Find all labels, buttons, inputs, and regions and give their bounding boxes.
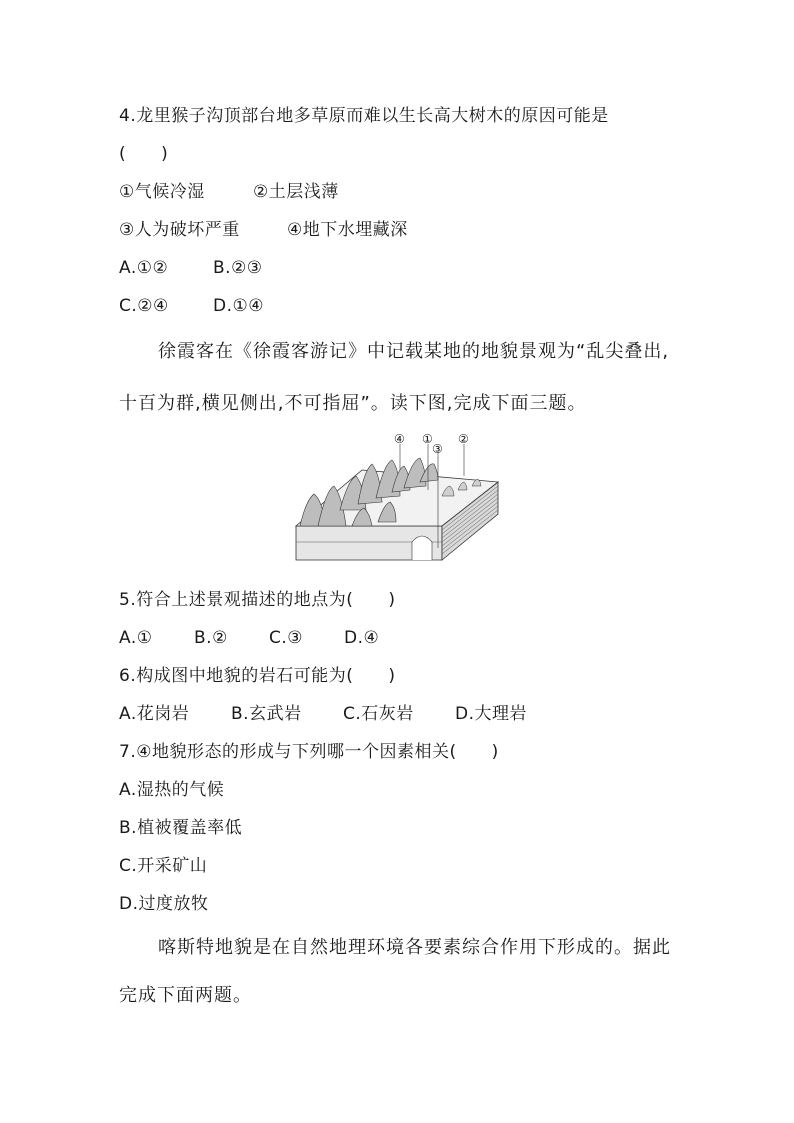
q5-options — [119, 626, 379, 650]
q6-option-a: A.花岗岩 — [119, 704, 190, 724]
intro2-line1: 喀斯特地貌是在自然地理环境各要素综合作用下形成的。据此 — [158, 937, 671, 958]
figure-label-4: ④ — [394, 432, 405, 446]
q6-option-c: C.石灰岩 — [343, 704, 414, 724]
q4-option-c: C.②④ — [119, 296, 169, 316]
q5-option-c: C.③ — [269, 628, 304, 648]
cave-shape — [412, 536, 432, 560]
q4-options-row-2 — [119, 294, 264, 318]
q5-option-a: A.① — [119, 628, 153, 648]
q4-items-row-1 — [119, 180, 339, 204]
q4-items-row-2 — [119, 218, 408, 242]
q6-option-d: D.大理岩 — [455, 704, 527, 724]
q7-option-b: B.植被覆盖率低 — [119, 818, 243, 838]
q4-item-1: ①气候冷湿 — [119, 182, 205, 202]
q4-item-4: ④地下水埋藏深 — [287, 220, 408, 240]
q7-option-a: A.湿热的气候 — [119, 780, 225, 800]
karst-landscape-figure — [292, 430, 502, 570]
q4-item-2: ②土层浅薄 — [253, 182, 339, 202]
q4-stem: 4.龙里猴子沟顶部台地多草原而难以生长高大树木的原因可能是 — [119, 106, 609, 126]
figure-label-3: ③ — [432, 442, 443, 456]
q6-options — [119, 702, 527, 726]
q4-options-row-1 — [119, 256, 263, 280]
figure-label-2: ② — [458, 432, 469, 446]
intro1-line1: 徐霞客在《徐霞客游记》中记载某地的地貌景观为“乱尖叠出, — [158, 341, 670, 362]
q7-stem: 7.④地貌形态的形成与下列哪一个因素相关( ) — [119, 742, 499, 762]
q5-option-b: B.② — [194, 628, 228, 648]
q4-option-d: D.①④ — [213, 296, 264, 316]
q4-option-b: B.②③ — [213, 258, 263, 278]
intro1-line2: 十百为群,横见侧出,不可指屈”。读下图,完成下面三题。 — [119, 393, 587, 414]
q5-option-d: D.④ — [344, 628, 380, 648]
q4-answer-paren: ( ) — [119, 144, 169, 164]
q5-stem: 5.符合上述景观描述的地点为( ) — [119, 590, 396, 610]
figure-label-1: ① — [422, 432, 433, 446]
q6-stem: 6.构成图中地貌的岩石可能为( ) — [119, 666, 396, 686]
q6-option-b: B.玄武岩 — [231, 704, 302, 724]
q7-option-c: C.开采矿山 — [119, 856, 208, 876]
q7-option-d: D.过度放牧 — [119, 894, 209, 914]
q4-option-a: A.①② — [119, 258, 169, 278]
intro2-line2: 完成下面两题。 — [119, 985, 252, 1006]
q4-item-3: ③人为破坏严重 — [119, 220, 240, 240]
